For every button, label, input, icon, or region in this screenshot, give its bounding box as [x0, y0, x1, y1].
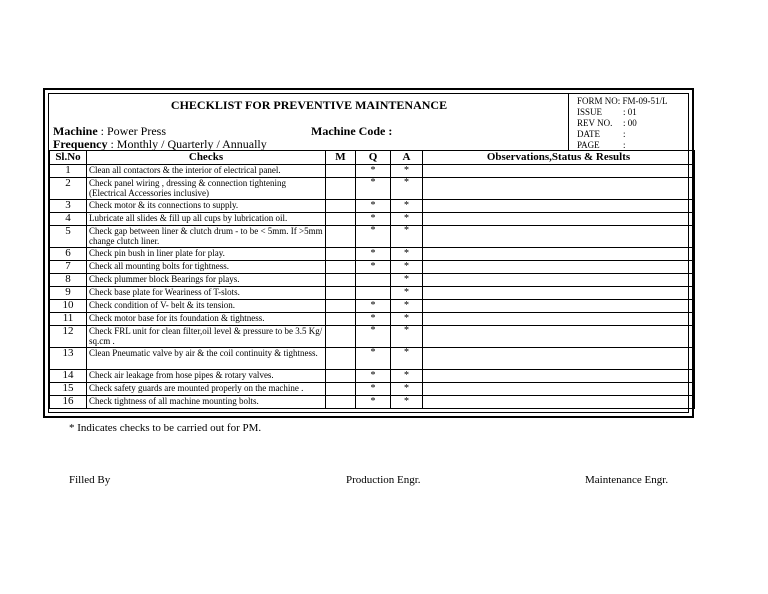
meta-form-no: FORM NO: FM-09-51/L [577, 96, 668, 106]
row-observation [423, 226, 695, 248]
row-m [326, 274, 356, 287]
row-a: * [391, 200, 423, 213]
row-observation [423, 248, 695, 261]
row-m [326, 396, 356, 409]
row-q: * [356, 261, 391, 274]
table-row [50, 370, 695, 383]
row-number: 9 [50, 287, 87, 300]
row-m [326, 165, 356, 178]
table-row [50, 178, 695, 200]
row-m [326, 383, 356, 396]
table-row [50, 248, 695, 261]
row-check: Lubricate all slides & fill up all cups by lubrication oil. [87, 213, 326, 226]
production-engr-label: Production Engr. [346, 474, 421, 486]
row-observation [423, 370, 695, 383]
row-q: * [356, 248, 391, 261]
checklist-form [48, 93, 689, 413]
row-check: Check safety guards are mounted properly on the machine . [87, 383, 326, 396]
table-row [50, 213, 695, 226]
row-a: * [391, 383, 423, 396]
table-row [50, 261, 695, 274]
row-number: 10 [50, 300, 87, 313]
row-a: * [391, 348, 423, 370]
row-number: 8 [50, 274, 87, 287]
row-check: Check panel wiring , dressing & connection tightening (Electrical Accessories inclusive) [87, 178, 326, 200]
meta-issue: ISSUE : 01 [577, 107, 637, 117]
row-observation [423, 348, 695, 370]
header-q: Q [356, 151, 391, 165]
table-header-row [50, 151, 695, 165]
header-sl-no: Sl.No [50, 151, 87, 165]
row-check: Check pin bush in liner plate for play. [87, 248, 326, 261]
row-m [326, 200, 356, 213]
table-row [50, 396, 695, 409]
row-m [326, 213, 356, 226]
row-check: Check all mounting bolts for tightness. [87, 261, 326, 274]
row-m [326, 248, 356, 261]
header-a: A [391, 151, 423, 165]
row-a: * [391, 300, 423, 313]
row-m [326, 261, 356, 274]
row-observation [423, 383, 695, 396]
row-q: * [356, 178, 391, 200]
form-header [49, 94, 569, 150]
pm-note: * Indicates checks to be carried out for PM. [69, 422, 262, 434]
checklist-table [49, 150, 695, 409]
row-q: * [356, 383, 391, 396]
row-q: * [356, 300, 391, 313]
row-check: Check condition of V- belt & its tension. [87, 300, 326, 313]
row-observation [423, 178, 695, 200]
row-a: * [391, 396, 423, 409]
row-a: * [391, 165, 423, 178]
header-observations: Observations,Status & Results [423, 151, 695, 165]
row-q: * [356, 313, 391, 326]
row-a: * [391, 274, 423, 287]
row-q: * [356, 200, 391, 213]
row-observation [423, 261, 695, 274]
row-a: * [391, 287, 423, 300]
table-row [50, 200, 695, 213]
row-observation [423, 165, 695, 178]
table-row [50, 287, 695, 300]
row-number: 5 [50, 226, 87, 248]
maintenance-engr-label: Maintenance Engr. [585, 474, 669, 486]
row-number: 11 [50, 313, 87, 326]
table-row [50, 165, 695, 178]
row-q: * [356, 213, 391, 226]
row-number: 1 [50, 165, 87, 178]
filled-by-label: Filled By [69, 474, 111, 486]
row-check: Clean Pneumatic valve by air & the coil continuity & tightness. [87, 348, 326, 370]
row-a: * [391, 326, 423, 348]
row-m [326, 178, 356, 200]
row-q: * [356, 165, 391, 178]
row-number: 6 [50, 248, 87, 261]
machine-label: Machine [53, 124, 98, 138]
row-check: Check motor base for its foundation & tightness. [87, 313, 326, 326]
row-m [326, 326, 356, 348]
table-row [50, 348, 695, 370]
row-observation [423, 274, 695, 287]
row-q: * [356, 370, 391, 383]
meta-rev-no: REV NO. : 00 [577, 118, 637, 128]
row-observation [423, 396, 695, 409]
table-row [50, 300, 695, 313]
row-q: * [356, 396, 391, 409]
row-m [326, 300, 356, 313]
row-check: Check base plate for Weariness of T-slots. [87, 287, 326, 300]
row-a: * [391, 370, 423, 383]
table-row [50, 383, 695, 396]
row-a: * [391, 213, 423, 226]
frequency-value: : Monthly / Quarterly / Annually [110, 137, 267, 151]
row-check: Check plummer block Bearings for plays. [87, 274, 326, 287]
meta-date: DATE : [577, 129, 626, 139]
row-check: Check tightness of all machine mounting bolts. [87, 396, 326, 409]
form-meta [577, 96, 668, 151]
row-number: 3 [50, 200, 87, 213]
row-check: Clean all contactors & the interior of electrical panel. [87, 165, 326, 178]
row-m [326, 226, 356, 248]
row-observation [423, 213, 695, 226]
row-q: * [356, 326, 391, 348]
form-title: CHECKLIST FOR PREVENTIVE MAINTENANCE [170, 98, 448, 112]
row-q [356, 274, 391, 287]
frequency-label: Frequency [53, 137, 108, 151]
header-m: M [326, 151, 356, 165]
table-row [50, 326, 695, 348]
row-m [326, 313, 356, 326]
row-m [326, 287, 356, 300]
row-check: Check FRL unit for clean filter,oil level & pressure to be 3.5 Kg/ sq.cm . [87, 326, 326, 348]
row-a: * [391, 178, 423, 200]
table-row [50, 226, 695, 248]
row-m [326, 348, 356, 370]
row-check: Check gap between liner & clutch drum - to be < 5mm. If >5mm change clutch liner. [87, 226, 326, 248]
row-observation [423, 300, 695, 313]
machine-code-label: Machine Code : [311, 124, 393, 138]
row-number: 13 [50, 348, 87, 370]
row-number: 14 [50, 370, 87, 383]
row-number: 4 [50, 213, 87, 226]
row-a: * [391, 313, 423, 326]
row-number: 12 [50, 326, 87, 348]
row-a: * [391, 248, 423, 261]
row-number: 7 [50, 261, 87, 274]
row-a: * [391, 226, 423, 248]
row-observation [423, 313, 695, 326]
table-row [50, 313, 695, 326]
machine-value: : Power Press [100, 124, 167, 138]
header-checks: Checks [87, 151, 326, 165]
row-check: Check air leakage from hose pipes & rotary valves. [87, 370, 326, 383]
meta-page: PAGE : [577, 140, 626, 150]
table-row [50, 274, 695, 287]
checklist-form-frame [43, 88, 694, 418]
row-check: Check motor & its connections to supply. [87, 200, 326, 213]
row-observation [423, 287, 695, 300]
row-q: * [356, 226, 391, 248]
row-a: * [391, 261, 423, 274]
row-observation [423, 200, 695, 213]
row-number: 2 [50, 178, 87, 200]
row-q: * [356, 348, 391, 370]
row-observation [423, 326, 695, 348]
row-q [356, 287, 391, 300]
row-number: 16 [50, 396, 87, 409]
row-number: 15 [50, 383, 87, 396]
row-m [326, 370, 356, 383]
